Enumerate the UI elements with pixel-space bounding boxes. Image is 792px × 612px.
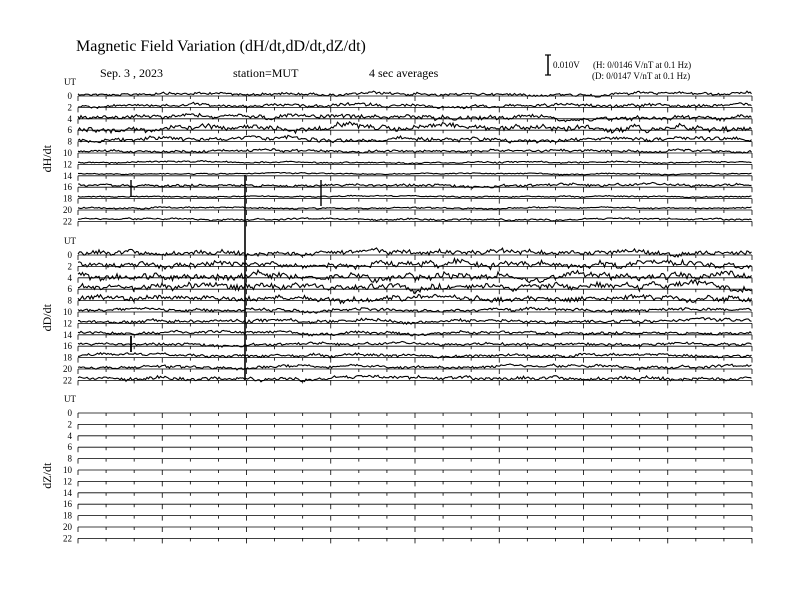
row-label: 14 [63,487,72,498]
chart-title: Magnetic Field Variation (dH/dt,dD/dt,dZ/dt) [76,38,366,55]
dD-panel [40,236,752,385]
row-label: 8 [67,453,72,464]
row-label: 16 [63,182,72,193]
row-label: 18 [63,193,72,204]
row-label: 22 [63,375,72,386]
ut-axis-label: UT [64,394,76,404]
panel-ylabel: dD/dt [40,304,54,332]
row-label: 2 [67,102,72,113]
row-label: 0 [67,250,72,260]
row-label: 22 [63,216,72,227]
row-label: 20 [63,364,72,374]
row-label: 10 [63,148,72,158]
station-label: station=MUT [233,66,299,80]
signal-trace [78,195,752,197]
row-label: 20 [63,205,72,215]
ut-axis-label: UT [64,236,76,246]
row-label: 0 [67,408,72,418]
scale-value: 0.010V [553,60,580,70]
row-label: 8 [67,295,72,306]
scale-d-sensitivity: (D: 0/0147 V/nT at 0.1 Hz) [592,71,691,81]
row-label: 16 [63,499,72,510]
row-label: 12 [63,159,72,170]
row-label: 16 [63,341,72,352]
date-label: Sep. 3 , 2023 [100,66,163,80]
scale-h-sensitivity: (H: 0/0146 V/nT at 0.1 Hz) [593,60,692,70]
row-label: 18 [63,352,72,363]
row-label: 12 [63,318,72,329]
row-label: 18 [63,510,72,521]
row-label: 6 [67,442,72,453]
row-label: 10 [63,465,72,475]
scale-bar-icon [545,55,551,75]
averaging-label: 4 sec averages [369,66,439,80]
signal-trace [78,207,752,210]
signal-trace [78,161,752,164]
row-label: 6 [67,125,72,136]
row-label: 10 [63,307,72,317]
row-label: 22 [63,533,72,544]
row-label: 4 [67,430,72,441]
panel-ylabel: dH/dt [40,145,54,173]
row-label: 0 [67,91,72,101]
row-label: 6 [67,284,72,295]
ut-axis-label: UT [64,77,76,87]
row-label: 2 [67,261,72,272]
row-label: 14 [63,170,72,181]
row-label: 20 [63,522,72,532]
panel-ylabel: dZ/dt [40,462,54,489]
row-label: 8 [67,136,72,147]
signal-trace [78,173,752,176]
row-label: 4 [67,272,72,283]
row-label: 14 [63,329,72,340]
row-label: 2 [67,419,72,430]
signal-trace [78,149,752,154]
signal-trace [78,218,752,221]
dH-panel [40,77,752,226]
dZ-panel [40,394,752,543]
row-label: 12 [63,476,72,487]
row-label: 4 [67,113,72,124]
